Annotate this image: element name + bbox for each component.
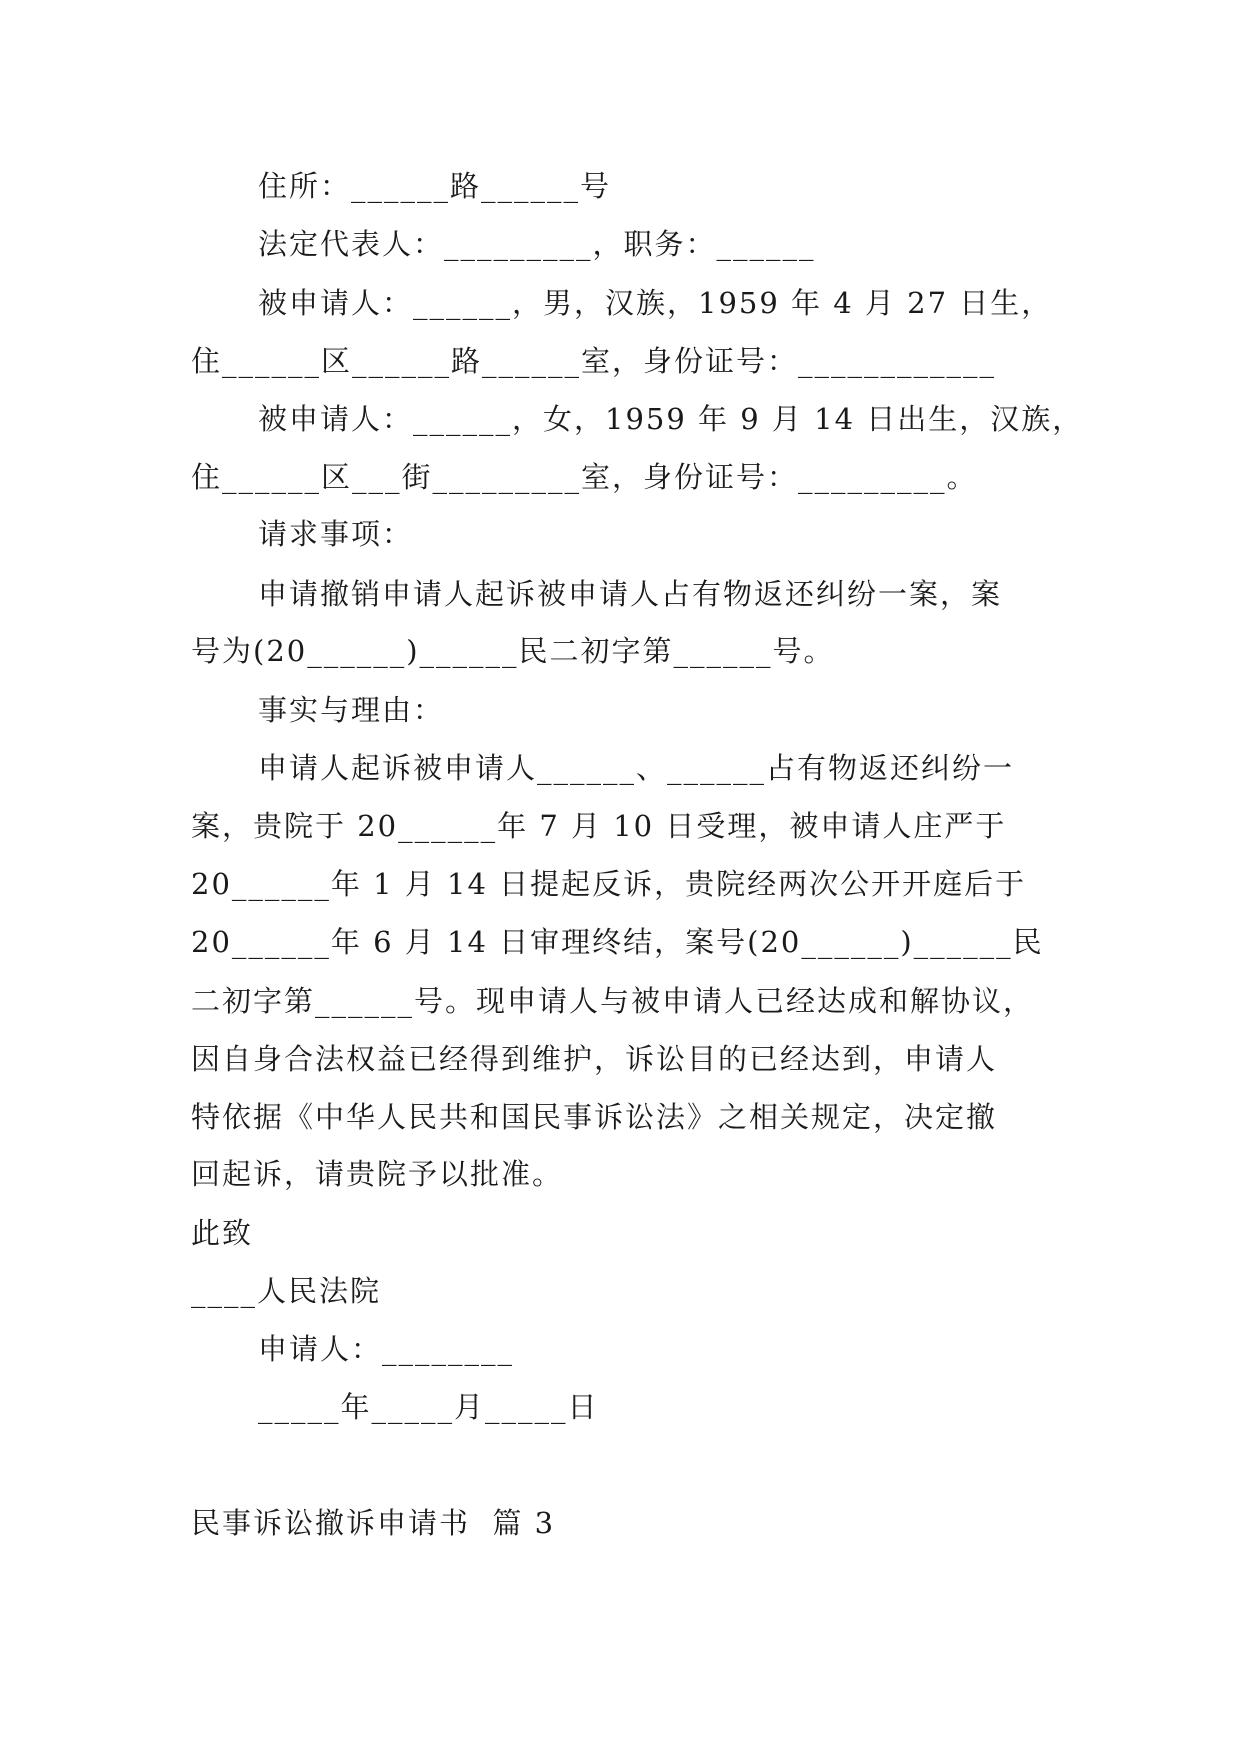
legal-representative-line: 法定代表人：_________，职务：______ (258, 227, 816, 261)
facts-text-line: 申请人起诉被申请人______、______占有物返还纠纷一 (258, 751, 1015, 785)
court-addressee-line: ____人民法院 (191, 1274, 382, 1308)
respondent-address-line: 住所：______路______号 (258, 169, 612, 203)
claims-text-line: 号为(20______)______民二初字第______号。 (191, 634, 835, 668)
facts-text-line: 特依据《中华人民共和国民事诉讼法》之相关规定，决定撤 (191, 1100, 998, 1134)
facts-text-line: 20______年 1 月 14 日提起反诉，贵院经两次公开开庭后于 (191, 867, 1027, 901)
facts-text-line: 20______年 6 月 14 日审理终结，案号(20______)______民 (191, 925, 1044, 959)
claims-text-line: 申请撤销申请人起诉被申请人占有物返还纠纷一案，案 (258, 577, 1003, 611)
facts-text-line: 回起诉，请贵院予以批准。 (191, 1157, 564, 1191)
applicant-signature-line: 申请人：________ (258, 1332, 515, 1366)
facts-heading: 事实与理由： (258, 693, 445, 727)
section-title: 民事诉讼撤诉申请书 篇 3 (191, 1506, 556, 1540)
salutation-line: 此致 (191, 1216, 254, 1250)
facts-text-line: 二初字第______号。现申请人与被申请人已经达成和解协议， (191, 984, 1035, 1018)
facts-text-line: 因自身合法权益已经得到维护，诉讼目的已经达到，申请人 (191, 1042, 998, 1076)
claims-heading: 请求事项： (258, 517, 414, 551)
respondent-2-address-line: 住______区___街_________室，身份证号：_________。 (191, 460, 978, 494)
respondent-1-line: 被申请人：______，男，汉族，1959 年 4 月 27 日生， (258, 286, 1053, 320)
date-line: _____年_____月_____日 (258, 1390, 599, 1424)
facts-text-line: 案，贵院于 20______年 7 月 10 日受理，被申请人庄严于 (191, 809, 1007, 843)
respondent-1-address-line: 住______区______路______室，身份证号：____________ (191, 344, 997, 378)
respondent-2-line: 被申请人：______，女，1959 年 9 月 14 日出生，汉族， (258, 402, 1084, 436)
